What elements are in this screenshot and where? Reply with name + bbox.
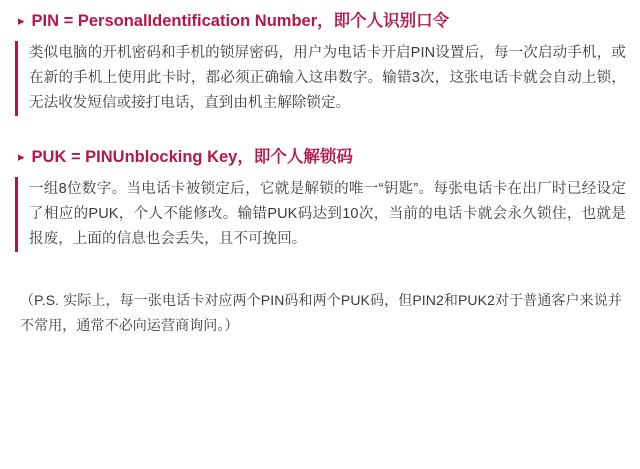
accent-rule <box>15 177 18 252</box>
postscript-spacer <box>14 258 626 288</box>
pin-body-text: 类似电脑的开机密码和手机的锁屏密码，用户为电话卡开启PIN设置后，每一次启动手机，或在新的手机上使用此卡时，都必须正确输入这串数字。输错3次，这张电话卡就会自动上锁，无法收发短信或接打电话，直到由机主解除锁定。 <box>29 45 626 111</box>
pin-heading-text: PIN = PersonalIdentification Number，即个人识别口令 <box>31 12 450 30</box>
postscript-block <box>14 288 626 338</box>
accent-rule <box>15 41 18 116</box>
puk-heading-row <box>14 146 626 168</box>
triangle-bullet-icon: ▸ <box>18 149 25 164</box>
section-pin <box>14 10 626 116</box>
section-spacer <box>14 122 626 146</box>
section-puk <box>14 146 626 252</box>
puk-body-text: 一组8位数字。当电话卡被锁定后，它就是解锁的唯一“钥匙”。每张电话卡在出厂时已经设定了相应的PUK，个人不能修改。输错PUK码达到10次，当前的电话卡就会永久锁住，也就是报废，上面的信息也会丢失，且不可挽回。 <box>29 181 626 247</box>
postscript-text: （P.S. 实际上，每一张电话卡对应两个PIN码和两个PUK码，但PIN2和PUK2对于普通客户来说并不常用，通常不必向运营商询问。） <box>20 292 622 333</box>
pin-heading-row <box>14 10 626 32</box>
puk-heading-text: PUK = PINUnblocking Key，即个人解锁码 <box>31 148 353 166</box>
pin-body-block <box>14 41 626 116</box>
triangle-bullet-icon: ▸ <box>18 13 25 28</box>
puk-body-block <box>14 177 626 252</box>
